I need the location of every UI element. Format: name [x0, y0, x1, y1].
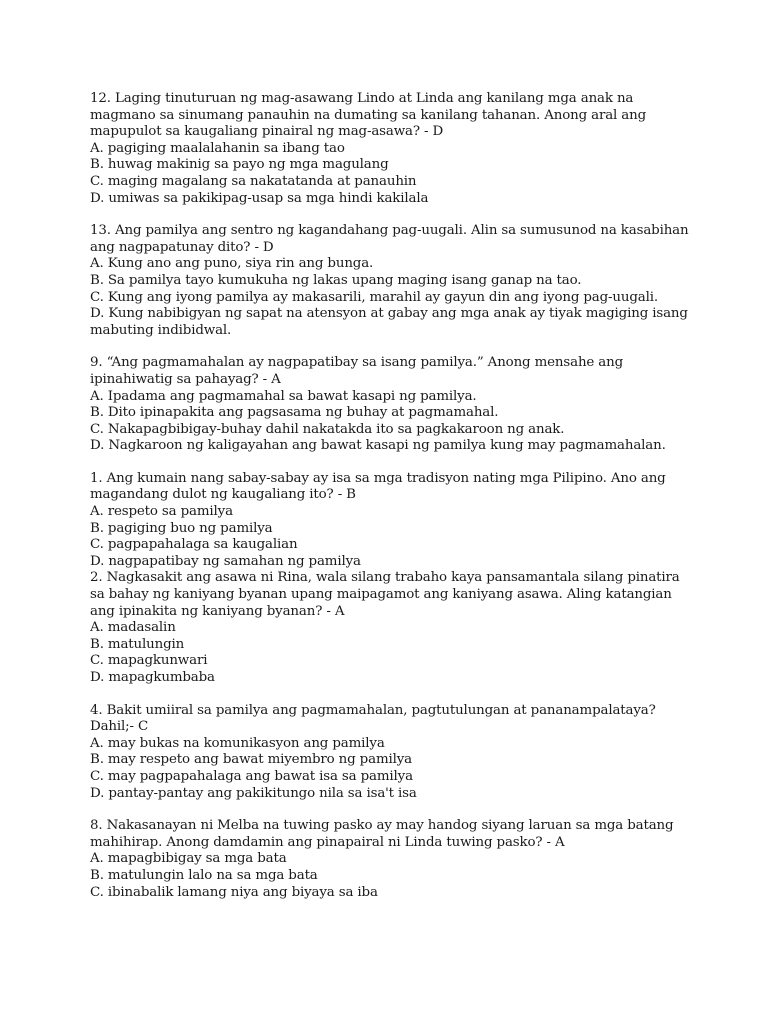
- option-d: D. mapagkumbaba: [90, 670, 215, 685]
- option-c: C. Nakapagbibigay-buhay dahil nakatakda ito sa pagkakaroon ng anak.: [90, 421, 565, 437]
- option-b: B. Sa pamilya tayo kumukuha ng lakas upang maging isang ganap na tao.: [90, 272, 582, 288]
- document-page: [90, 91, 690, 917]
- question-13: [90, 223, 690, 339]
- question-4: [90, 703, 690, 803]
- option-c: C. pagpapahalaga sa kaugalian: [90, 537, 298, 553]
- option-b: B. Dito ipinapakita ang pagsasama ng buhay at pagmamahal.: [90, 405, 499, 421]
- option-b: B. pagiging buo ng pamilya: [90, 520, 273, 536]
- option-b: B. huwag makinig sa payo ng mga magulang: [90, 157, 389, 173]
- option-c: C. Kung ang iyong pamilya ay makasarili, marahil ay gayun din ang iyong pag-uugali.: [90, 289, 658, 305]
- question-9: [90, 355, 690, 455]
- option-d: D. pantay-pantay ang pakikitungo nila sa isa't isa: [90, 785, 417, 801]
- option-b: B. matulungin: [90, 636, 185, 652]
- question-8: [90, 818, 690, 901]
- question-2: [90, 570, 690, 686]
- option-c: C. maging magalang sa nakatatanda at panauhin: [90, 173, 417, 189]
- question-12: [90, 91, 690, 207]
- option-d: D. umiwas sa pakikipag-usap sa mga hindi kakilala: [90, 190, 429, 206]
- option-a: A. respeto sa pamilya: [90, 504, 233, 520]
- question-stem: 9. “Ang pagmamahalan ay nagpapatibay sa isang pamilya.” Anong mensahe ang ipinahiwatig sa pahayag? - A: [90, 355, 624, 387]
- option-a: A. Kung ano ang puno, siya rin ang bunga.: [90, 256, 374, 272]
- option-c: C. mapagkunwari: [90, 653, 208, 669]
- option-d: D. nagpapatibay ng samahan ng pamilya: [90, 553, 361, 569]
- option-a: A. madasalin: [90, 620, 176, 636]
- option-d: D. Nagkaroon ng kaligayahan ang bawat kasapi ng pamilya kung may pagmamahalan.: [90, 438, 666, 454]
- option-b: B. may respeto ang bawat miyembro ng pamilya: [90, 752, 413, 768]
- question-stem: 13. Ang pamilya ang sentro ng kagandahang pag-uugali. Alin sa sumusunod na kasabihan ang nagpapatunay dito? - D: [90, 223, 689, 255]
- option-a: A. pagiging maalalahanin sa ibang tao: [90, 140, 345, 156]
- option-a: A. may bukas na komunikasyon ang pamilya: [90, 735, 385, 751]
- question-stem: 4. Bakit umiiral sa pamilya ang pagmamahalan, pagtutulungan at pananampalataya? Dahil;- C: [90, 702, 656, 735]
- option-b: B. matulungin lalo na sa mga bata: [90, 867, 318, 883]
- option-a: A. Ipadama ang pagmamahal sa bawat kasapi ng pamilya.: [90, 388, 477, 404]
- question-stem: 8. Nakasanayan ni Melba na tuwing pasko ay may handog siyang laruan sa mga batang mahihirap. Anong damdamin ang pinapairal ni Linda tuwing pasko? - A: [90, 818, 674, 850]
- question-stem: 12. Laging tinuturuan ng mag-asawang Lindo at Linda ang kanilang mga anak na magmano sa sinumang panauhin na dumating sa kanilang tahanan. Anong aral ang mapupulot sa kaugaliang pinairal ng mag-asawa? - D: [90, 91, 647, 140]
- option-a: A. mapagbibigay sa mga bata: [90, 851, 287, 867]
- option-c: C. ibinabalik lamang niya ang biyaya sa iba: [90, 884, 378, 900]
- question-stem: 1. Ang kumain nang sabay-sabay ay isa sa mga tradisyon nating mga Pilipino. Ano ang magandang dulot ng kaugaliang ito? - B: [90, 470, 666, 503]
- option-d: D. Kung nabibigyan ng sapat na atensyon at gabay ang mga anak ay tiyak magiging isang mabuting indibidwal.: [90, 306, 688, 338]
- question-1: [90, 471, 690, 571]
- question-stem: 2. Nagkasakit ang asawa ni Rina, wala silang trabaho kaya pansamantala silang pinatira sa bahay ng kaniyang byanan upang maipagamot ang kaniyang asawa. Aling katangian ang ipinakita ng kaniyang byanan? - A: [90, 570, 680, 619]
- option-c: C. may pagpapahalaga ang bawat isa sa pamilya: [90, 768, 413, 784]
